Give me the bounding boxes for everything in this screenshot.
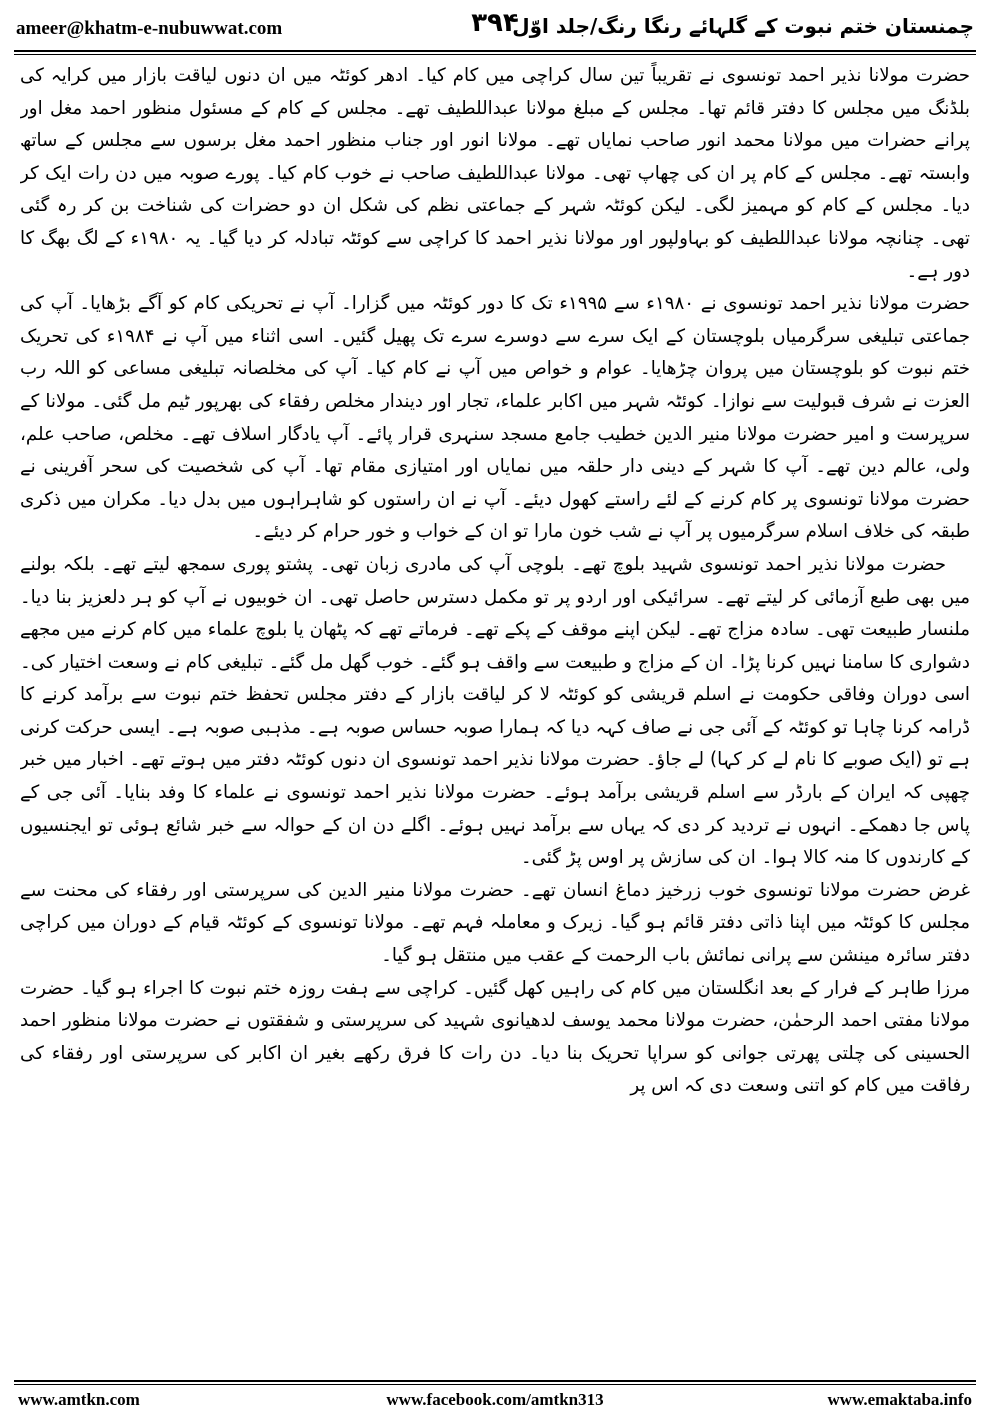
footer-link-amtkn[interactable]: www.amtkn.com	[18, 1390, 140, 1409]
paragraph-2: حضرت مولانا نذیر احمد تونسوی نے ۱۹۸۰ء سے ۱۹۹۵ء تک کا دور کوئٹہ میں گزارا۔ آپ نے تحریکی کام کو آگے بڑھایا۔ آپ کی جماعتی تبلیغی سرگرمیاں بلوچستان کے ایک سرے سے دوسرے سرے تک پھیل گئیں۔ اسی اثناء میں آپ نے ۱۹۸۴ء کی تحریک ختم نبوت کو بلوچستان میں پروان چڑھایا۔ عوام و خواص میں آپ نے کام کیا۔ آپ کی مخلصانہ تبلیغی مساعی کو اللہ رب العزت نے شرف قبولیت سے نوازا۔ کوئٹہ شہر میں اکابر علماء، تجار اور دیندار مخلص رفقاء کی بھرپور ٹیم مل گئی۔ مولانا کے سرپرست و امیر حضرت مولانا منیر الدین خطیب جامع مسجد سنہری قرار پائے۔ آپ یادگار اسلاف تھے۔ مخلص، صاحب علم، ولی، عالم دین تھے۔ آپ کا شہر کے دینی دار حلقہ میں نمایاں اور امتیازی مقام تھا۔ آپ کی شخصیت کی سحر آفرینی نے حضرت مولانا تونسوی پر کام کرنے کے لئے راستے کھول دیئے۔ آپ نے ان راستوں کو شاہراہوں میں بدل دیا۔ مکران میں ذکری طبقہ کی خلاف اسلام سرگرمیوں پر آپ نے شب خون مارا تو ان کے خواب و خور حرام کر دیئے۔	[20, 293, 970, 543]
paragraph-5: غرض حضرت مولانا تونسوی خوب زرخیز دماغ انسان تھے۔ حضرت مولانا منیر الدین کی سرپرستی اور رفقاء کی محنت سے مجلس کا کوئٹہ میں اپنا ذاتی دفتر قائم ہو گیا۔ زیرک و معاملہ فہم تھے۔ مولانا تونسوی کے کوئٹہ قیام کے دوران میں کراچی دفتر سائرہ مینشن سے پرانی نمائش باب الرحمت کے عقب میں منتقل ہو گیا۔	[20, 879, 970, 967]
page-body	[20, 60, 970, 1372]
paragraph-6: مرزا طاہر کے فرار کے بعد انگلستان میں کام کی راہیں کھل گئیں۔ کراچی سے ہفت روزہ ختم نبوت کا اجراء ہو گیا۔ حضرت مولانا مفتی احمد الرحمٰن، حضرت مولانا محمد یوسف لدھیانوی شہید کی سرپرستی و شفقتوں نے حضرت مولانا منظور احمد الحسینی کی چلتی پھرتی جوانی کو سراپا تحریک بنا دیا۔ دن رات کا فرق رکھے بغیر ان اکابر کی سرپرستی اور رفقاء کی رفاقت میں کام کو اتنی وسعت دی کہ اس پر	[20, 977, 970, 1097]
page-header	[14, 6, 976, 46]
header-divider	[14, 50, 976, 55]
paragraph-4: اسی دوران وفاقی حکومت نے اسلم قریشی کو کوئٹہ لا کر لیاقت بازار کے دفتر مجلس تحفظ ختم نبوت سے برآمد کرنے کا ڈرامہ کرنا چاہا تو کوئٹہ کے آئی جی نے صاف کہہ دیا کہ ہمارا صوبہ حساس صوبہ ہے۔ مذہبی صوبہ ہے۔ ایسی حرکت کرنی ہے تو (ایک صوبے کا نام لے کر کہا) لے جاؤ۔ حضرت مولانا نذیر احمد تونسوی ان دنوں کوئٹہ دفتر میں ہوتے تھے۔ اخبار میں خبر چھپی کہ ایران کے بارڈر سے اسلم قریشی برآمد ہوئے۔ حضرت مولانا نذیر احمد تونسوی نے علماء کا وفد بنایا۔ آئی جی کے پاس جا دھمکے۔ انہوں نے تردید کر دی کہ یہاں سے برآمد نہیں ہوئے۔ اگلے دن ان کے حوالہ سے خبر شائع ہوئی تو ایجنسیوں کے کارندوں کا منہ کالا ہوا۔ ان کی سازش پر اوس پڑ گئی۔	[20, 684, 970, 869]
footer-divider	[14, 1380, 976, 1385]
footer-link-emaktaba[interactable]: www.emaktaba.info	[827, 1390, 972, 1409]
paragraph-1: حضرت مولانا نذیر احمد تونسوی نے تقریباً تین سال کراچی میں کام کیا۔ ادھر کوئٹہ میں ان دنوں لیاقت بازار میں کرایہ کی بلڈنگ میں مجلس کا دفتر قائم تھا۔ مجلس کے مبلغ مولانا عبداللطیف تھے۔ مجلس کے کام کے مسئول منظور احمد مغل اور پرانے حضرات میں مولانا محمد انور صاحب نمایاں تھے۔ مولانا انور اور جناب منظور احمد مغل برسوں سے مجلس کے ساتھ وابستہ تھے۔ مجلس کے کام پر ان کی چھاپ تھی۔ مولانا عبداللطیف صاحب نے خوب کام کیا۔ پورے صوبہ میں دن رات ایک کر دیا۔ مجلس کے کام کو مہمیز لگی۔ لیکن کوئٹہ شہر کے جماعتی نظم کی شکل ان دو حضرات کی شناخت بن کر رہ گئی تھی۔ چنانچہ مولانا عبداللطیف کو بہاولپور اور مولانا نذیر احمد کا کراچی سے کوئٹہ تبادلہ کر دیا گیا۔ یہ ۱۹۸۰ء کے لگ بھگ کا دور ہے۔	[20, 65, 970, 282]
page-footer	[14, 1388, 976, 1416]
paragraph-3: حضرت مولانا نذیر احمد تونسوی شہید بلوچ تھے۔ بلوچی آپ کی مادری زبان تھی۔ پشتو پوری سمجھ لیتے تھے۔ بلکہ بولنے میں بھی طبع آزمائی کر لیتے تھے۔ سرائیکی اور اردو پر تو مکمل دسترس حاصل تھی۔ ان خوبیوں نے آپ کو ہر دلعزیز بنا دیا۔ ملنسار طبیعت تھی۔ سادہ مزاج تھے۔ لیکن اپنے موقف کے پکے تھے۔ فرماتے تھے کہ پٹھان یا بلوچ علماء میں کام کرنے میں مجھے دشواری کا سامنا نہیں کرنا پڑا۔ ان کے مزاج و طبیعت سے واقف ہو گئے۔ خوب گھل مل گئے۔ تبلیغی کام نے وسعت اختیار کی۔	[20, 553, 970, 673]
header-email: ameer@khatm-e-nubuwwat.com	[16, 18, 283, 39]
footer-link-facebook[interactable]: www.facebook.com/amtkn313	[386, 1390, 604, 1409]
book-title: چمنستان ختم نبوت کے گلہائے رنگا رنگ/جلد اوّل	[512, 14, 974, 38]
page-number: ۳۹۴	[471, 8, 519, 38]
